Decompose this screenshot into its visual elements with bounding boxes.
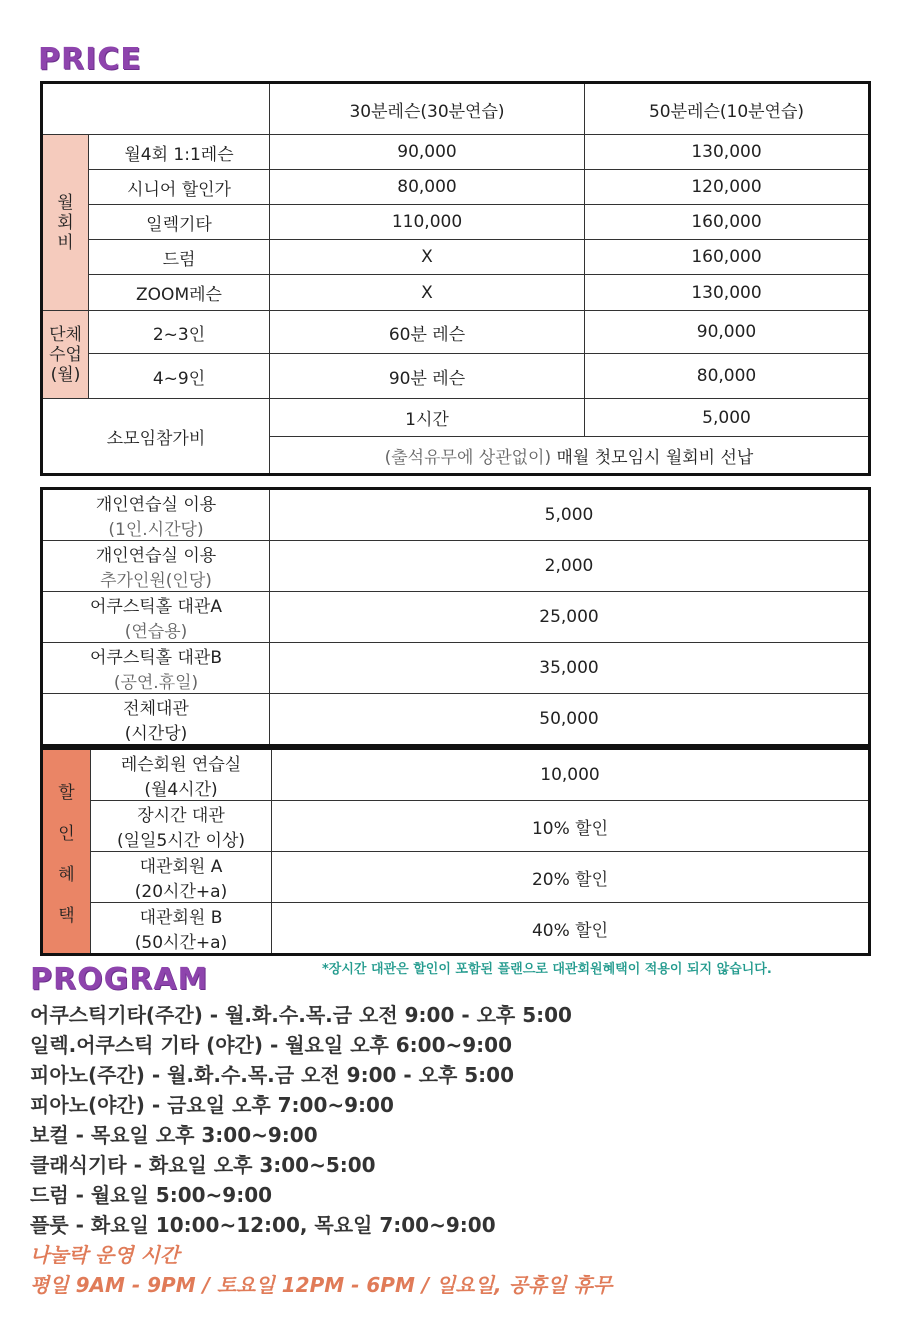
program-item: 피아노(주간) - 월.화.수.목.금 오전 9:00 - 오후 5:00	[30, 1063, 514, 1087]
lesson-price-table	[40, 81, 871, 476]
price-cell: 130,000	[585, 135, 870, 170]
price-cell: 160,000	[585, 205, 870, 240]
price-cell: 80,000	[270, 170, 585, 205]
practice-price: 25,000	[270, 592, 870, 643]
row-label: 드럼	[89, 240, 270, 275]
meetup-time: 1시간	[270, 399, 585, 437]
discount-value: 40% 할인	[272, 903, 870, 955]
discount-value: 10,000	[272, 749, 870, 801]
practice-price: 50,000	[270, 694, 870, 746]
program-item: 피아노(야간) - 금요일 오후 7:00~9:00	[30, 1093, 394, 1117]
price-cell: 90,000	[585, 311, 870, 354]
practice-price: 2,000	[270, 541, 870, 592]
program-item: 드럼 - 월요일 5:00~9:00	[30, 1183, 273, 1207]
discount-label: 할 인 혜 택	[42, 749, 91, 955]
meetup-note	[270, 437, 870, 475]
price-cell: 90분 레슨	[270, 354, 585, 399]
practice-label: 개인연습실 이용 추가인원(인당)	[42, 541, 270, 592]
program-item: 일렉.어쿠스틱 기타 (야간) - 월요일 오후 6:00~9:00	[30, 1033, 513, 1057]
practice-label: 개인연습실 이용 (1인.시간당)	[42, 489, 270, 541]
row-label: 일렉기타	[89, 205, 270, 240]
discount-row-label: 레슨회원 연습실 (월4시간)	[91, 749, 272, 801]
header-50min: 50분레슨(10분연습)	[585, 83, 870, 135]
meetup-note-gray: (출석유무에 상관없이)	[384, 447, 552, 468]
row-label: 2~3인	[89, 311, 270, 354]
header-empty-cell	[42, 83, 270, 135]
hours-detail: 평일 9AM - 9PM / 토요일 12PM - 6PM / 일요일, 공휴일 휴무	[30, 1273, 613, 1297]
row-label: ZOOM레슨	[89, 275, 270, 311]
program-title: PROGRAM	[30, 962, 209, 997]
price-cell: 160,000	[585, 240, 870, 275]
price-cell: 120,000	[585, 170, 870, 205]
discount-row-label: 대관회원 B (50시간+a)	[91, 903, 272, 955]
practice-label: 어쿠스틱홀 대관B (공연.휴일)	[42, 643, 270, 694]
price-cell: X	[270, 275, 585, 311]
discount-row-label: 장시간 대관 (일일5시간 이상)	[91, 801, 272, 852]
practice-label: 어쿠스틱홀 대관A (연습용)	[42, 592, 270, 643]
discount-note: *장시간 대관은 할인이 포함된 플랜으로 대관회원혜택이 적용이 되지 않습니다.	[322, 962, 772, 977]
price-cell: 60분 레슨	[270, 311, 585, 354]
price-cell: 80,000	[585, 354, 870, 399]
practice-price: 5,000	[270, 489, 870, 541]
practice-price: 35,000	[270, 643, 870, 694]
hours-title: 나눌락 운영 시간	[30, 1243, 180, 1267]
monthly-fee-label: 월 회 비	[42, 135, 89, 311]
price-cell: 130,000	[585, 275, 870, 311]
practice-room-table	[40, 487, 871, 747]
row-label: 4~9인	[89, 354, 270, 399]
meetup-price: 5,000	[585, 399, 870, 437]
meetup-label: 소모임참가비	[42, 399, 270, 475]
row-label: 시니어 할인가	[89, 170, 270, 205]
price-title: PRICE	[38, 42, 142, 77]
header-30min: 30분레슨(30분연습)	[270, 83, 585, 135]
meetup-note-dark: 매월 첫모임시 월회비 선납	[551, 447, 754, 468]
program-list	[30, 1000, 612, 1300]
discount-table	[40, 747, 871, 956]
program-item: 어쿠스틱기타(주간) - 월.화.수.목.금 오전 9:00 - 오후 5:00	[30, 1003, 572, 1027]
program-item: 보컬 - 목요일 오후 3:00~9:00	[30, 1123, 318, 1147]
discount-value: 20% 할인	[272, 852, 870, 903]
group-lesson-label: 단체 수업 (월)	[42, 311, 89, 399]
discount-row-label: 대관회원 A (20시간+a)	[91, 852, 272, 903]
discount-value: 10% 할인	[272, 801, 870, 852]
program-item: 클래식기타 - 화요일 오후 3:00~5:00	[30, 1153, 376, 1177]
price-cell: 90,000	[270, 135, 585, 170]
practice-label: 전체대관 (시간당)	[42, 694, 270, 746]
price-cell: 110,000	[270, 205, 585, 240]
program-item: 플룻 - 화요일 10:00~12:00, 목요일 7:00~9:00	[30, 1213, 496, 1237]
price-cell: X	[270, 240, 585, 275]
row-label: 월4회 1:1레슨	[89, 135, 270, 170]
